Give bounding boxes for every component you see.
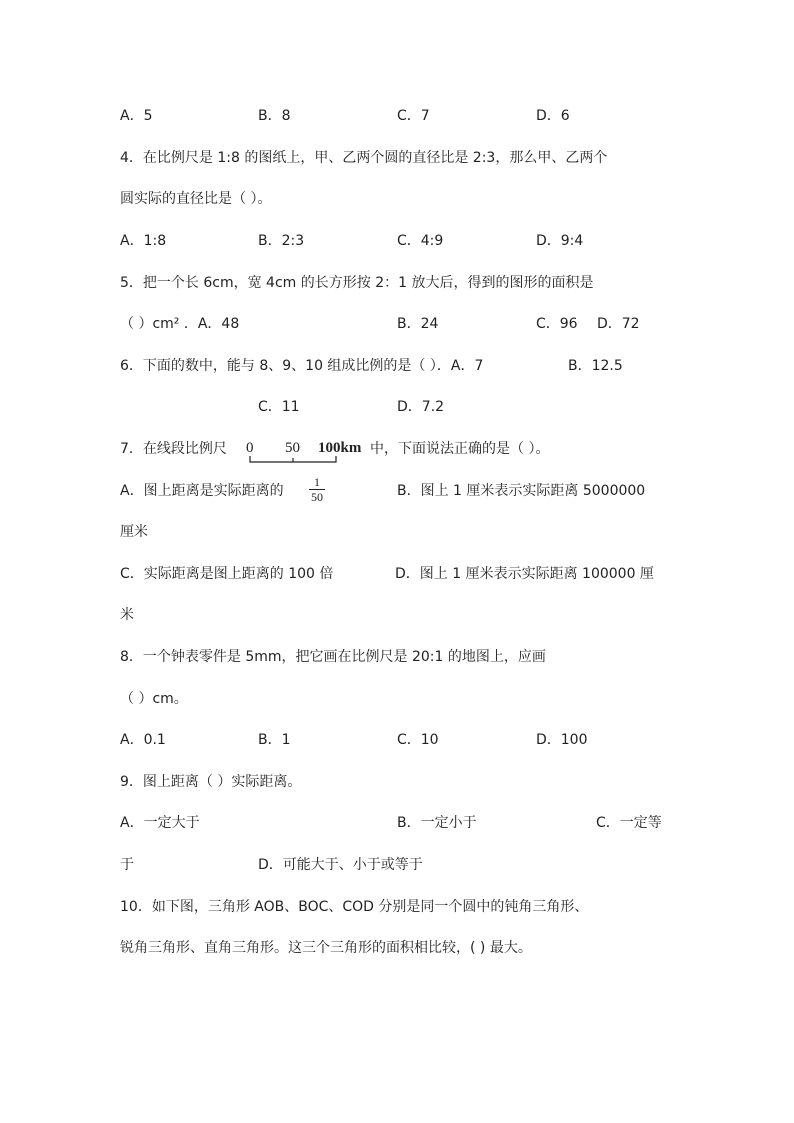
q6-stem: 6．下面的数中，能与 8、9、10 组成比例的是（ ）．A．7	[120, 358, 484, 374]
q10-stem-line1: 10．如下图，三角形 AOB、BOC、COD 分别是同一个圆中的钝角三角形、	[120, 899, 589, 915]
q6-option-d: D．7.2	[397, 399, 445, 415]
q5-option-c: C．96	[536, 316, 578, 332]
q8-stem-line1: 8．一个钟表零件是 5mm，把它画在比例尺是 20:1 的地图上，应画	[120, 649, 546, 665]
q8-option-d: D．100	[536, 732, 588, 748]
q7-stem-suffix: 中，下面说法正确的是（ ）。	[370, 441, 550, 457]
q4-option-d: D．9:4	[536, 233, 584, 249]
scale-label-0: 0	[246, 440, 254, 456]
q6-option-b: B．12.5	[568, 358, 623, 374]
q4-stem-line1: 4．在比例尺是 1:8 的图纸上，甲、乙两个圆的直径比是 2:3，那么甲、乙两个	[120, 150, 608, 166]
q9-option-c-cont: 于	[120, 857, 134, 873]
q5-stem-line2: （ ）cm² ．A．48	[120, 316, 240, 332]
scale-label-100km: 100km	[318, 440, 362, 456]
scale-label-50: 50	[285, 440, 300, 456]
scale-bar-icon	[244, 434, 374, 466]
q5-option-b: B．24	[397, 316, 439, 332]
q5-stem-line1: 5．把一个长 6cm，宽 4cm 的长方形按 2：1 放大后，得到的图形的面积是	[120, 275, 594, 291]
q3-option-c: C．7	[397, 108, 430, 124]
q8-stem-line2: （ ）cm。	[120, 691, 188, 707]
fraction-numerator: 1	[314, 475, 320, 489]
q4-option-b: B．2:3	[258, 233, 305, 249]
q7-stem-prefix: 7．在线段比例尺	[120, 441, 227, 457]
q5-option-d: D．72	[597, 316, 640, 332]
q3-option-d: D．6	[536, 108, 570, 124]
q9-stem: 9．图上距离（ ）实际距离。	[120, 774, 302, 790]
q9-option-b: B．一定小于	[397, 815, 477, 831]
q4-option-c: C．4:9	[397, 233, 444, 249]
q9-option-c: C．一定等	[596, 815, 662, 831]
q6-option-c: C．11	[258, 399, 300, 415]
q7-option-d: D．图上 1 厘米表示实际距离 100000 厘	[395, 566, 654, 582]
q7-option-b: B．图上 1 厘米表示实际距离 5000000	[397, 483, 646, 499]
q4-stem-line2: 圆实际的直径比是（ ）。	[120, 191, 272, 207]
q7-option-b-cont: 厘米	[120, 524, 148, 540]
q3-option-a: A．5	[120, 108, 153, 124]
q7-option-a: A．图上距离是实际距离的	[120, 483, 284, 499]
q8-option-b: B．1	[258, 732, 291, 748]
q7-line-scale	[244, 434, 374, 466]
q9-option-a: A．一定大于	[120, 815, 200, 831]
q7-option-d-cont: 米	[120, 607, 134, 623]
fraction-denominator: 50	[311, 490, 323, 504]
q3-option-b: B．8	[258, 108, 291, 124]
q7-option-c: C．实际距离是图上距离的 100 倍	[120, 566, 334, 582]
q7-option-a-fraction	[309, 476, 325, 503]
q10-stem-line2: 锐角三角形、直角三角形。这三个三角形的面积相比较，( ) 最大。	[120, 940, 532, 956]
q8-option-c: C．10	[397, 732, 439, 748]
q4-option-a: A．1:8	[120, 233, 167, 249]
q8-option-a: A．0.1	[120, 732, 166, 748]
q9-option-d: D．可能大于、小于或等于	[258, 857, 423, 873]
